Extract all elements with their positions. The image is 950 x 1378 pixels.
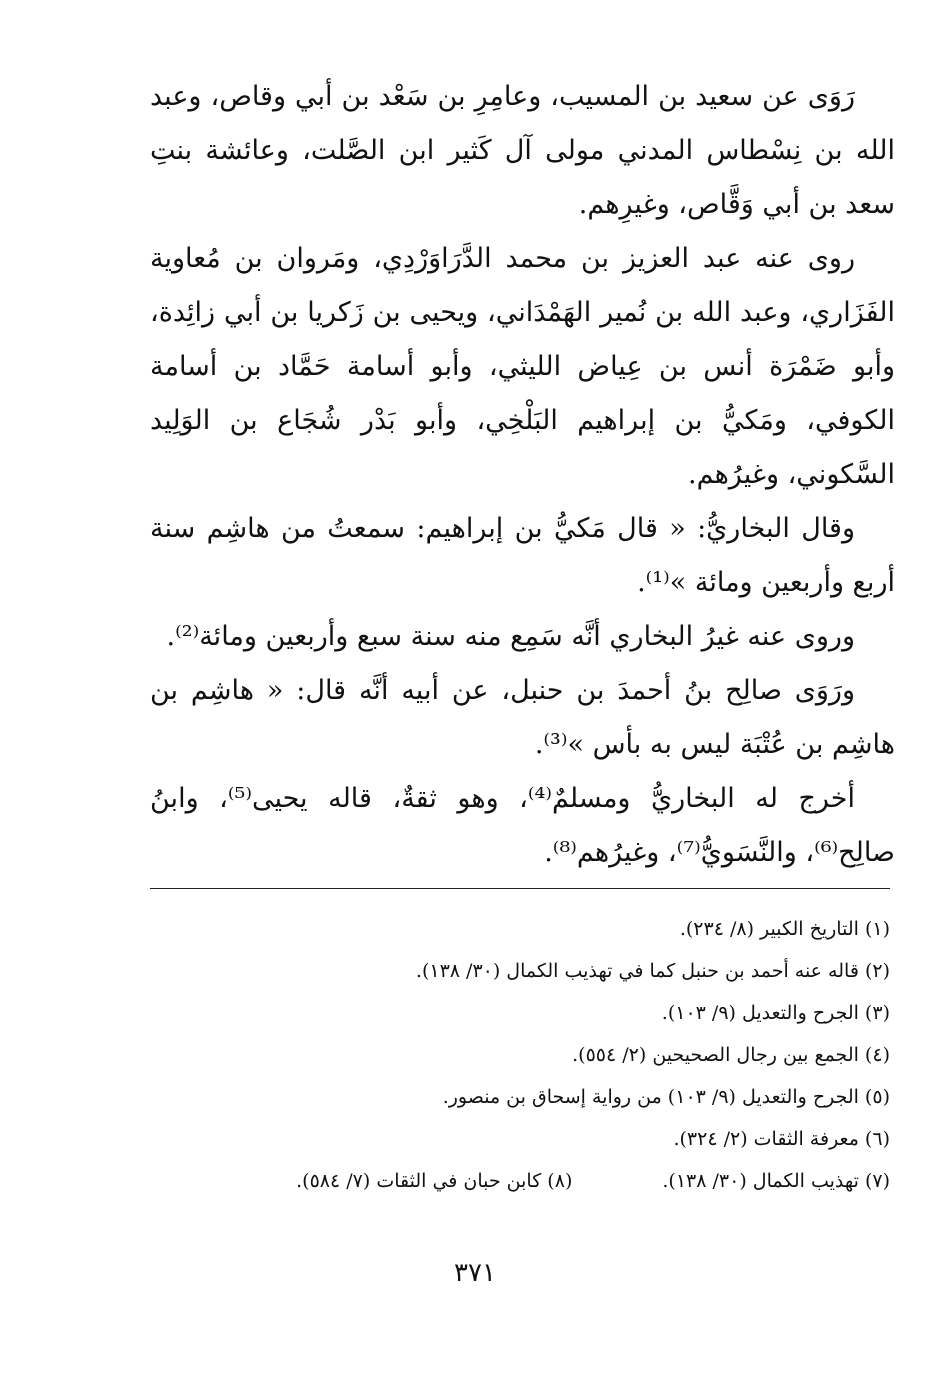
main-text-body: [150, 70, 895, 880]
paragraph-bukhari-quote: وقال البخاريُّ: « قال مَكيُّ بن إبراهيم: سمعتُ من هاشِم سنة أربع وأربعين ومائة »⁽¹⁾.: [150, 513, 895, 598]
footnote-8: (٨) كابن حبان في الثقات (٧/ ٥٨٤).: [296, 1170, 573, 1192]
footnote-7: (٧) تهذيب الكمال (٣٠/ ١٣٨).: [662, 1170, 890, 1192]
paragraph-salih-ibn-ahmad: ورَوَى صالِح بنُ أحمدَ بن حنبل، عن أبيه أنَّه قال: « هاشِم بن هاشِم بن عُتْبَة ليس به بأس »⁽³⁾.: [150, 675, 895, 760]
footnote-2: (٢) قاله عنه أحمد بن حنبل كما في تهذيب الكمال (٣٠/ ١٣٨).: [415, 960, 890, 982]
footnote-divider: [150, 888, 890, 889]
footnote-5: (٥) الجرح والتعديل (٩/ ١٠٣) من رواية إسحاق بن منصور.: [442, 1086, 890, 1108]
paragraph-narrated-from: رَوَى عن سعيد بن المسيب، وعامِرِ بن سَعْد بن أبي وقاص، وعبد الله بن نِسْطاس المدني مولى آل كَثير ابن الصَّلت، وعائشة بنتِ سعد بن أبي وَقَّاص، وغيرِهم.: [150, 81, 895, 220]
paragraph-narrators-from-him: روى عنه عبد العزيز بن محمد الدَّرَاوَرْدِي، ومَروان بن مُعاوية الفَزَاري، وعبد الله بن نُمير الهَمْدَاني، ويحيى بن زَكريا بن أبي زائِدة، وأبو ضَمْرَة أنس بن عِياض الليثي، وأبو أسامة حَمَّاد بن أسامة الكوفي، ومَكيُّ بن إبراهيم البَلْخِي، وأبو بَدْر شُجَاع بن الوَلِيد السَّكوني، وغيرُهم.: [150, 243, 895, 490]
page-number: ٣٧١: [454, 1258, 496, 1288]
footnote-6: (٦) معرفة الثقات (٢/ ٣٢٤).: [673, 1128, 890, 1150]
footnotes-section: [150, 908, 890, 1202]
paragraph-other-than-bukhari: وروى عنه غيرُ البخاري أنَّه سَمِع منه سنة سبع وأربعين ومائة⁽²⁾.: [166, 621, 855, 652]
footnote-1: (١) التاريخ الكبير (٨/ ٢٣٤).: [679, 918, 890, 940]
footnote-3: (٣) الجرح والتعديل (٩/ ١٠٣).: [661, 1002, 890, 1024]
footnote-row-7-8: [150, 1160, 890, 1202]
footnote-4: (٤) الجمع بين رجال الصحيحين (٢/ ٥٥٤).: [572, 1044, 890, 1066]
paragraph-graded-trustworthy: أخرج له البخاريُّ ومسلمٌ⁽⁴⁾، وهو ثقةٌ، قاله يحيى⁽⁵⁾، وابنُ صالِح⁽⁶⁾، والنَّسَويُّ⁽⁷⁾، وغيرُهم⁽⁸⁾.: [150, 783, 895, 868]
